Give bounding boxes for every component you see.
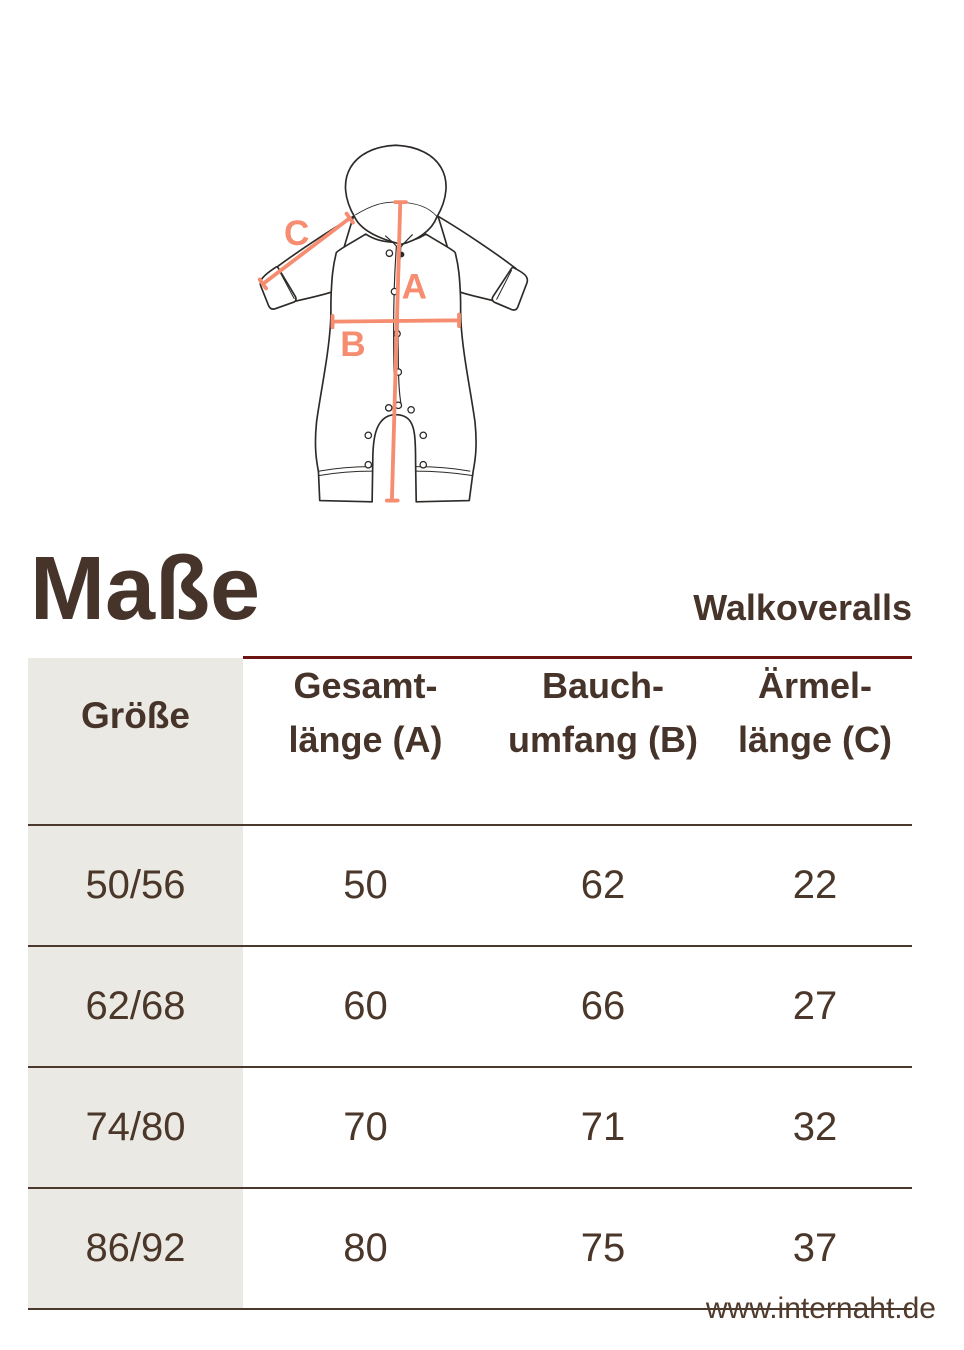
size-cell: 50/56 xyxy=(28,825,243,946)
column-header-gesamtlaenge xyxy=(243,658,488,825)
column-header-label: Ärmel- xyxy=(757,665,873,706)
walkoverall-diagram xyxy=(252,32,698,624)
value-cell-c: 32 xyxy=(718,1067,912,1188)
value-cell-a: 50 xyxy=(243,825,488,946)
value-cell-b: 71 xyxy=(488,1067,718,1188)
website-link[interactable]: www.internaht.de xyxy=(705,1292,936,1325)
value-cell-b: 75 xyxy=(488,1188,718,1309)
label-b: B xyxy=(340,325,366,365)
column-header-label: länge (C) xyxy=(737,719,892,760)
column-header-label: Größe xyxy=(81,694,190,736)
column-header-aermellaenge xyxy=(718,658,912,825)
table-row xyxy=(28,1067,912,1188)
garment-diagram xyxy=(252,32,698,624)
column-header-groesse xyxy=(28,658,243,825)
size-cell: 62/68 xyxy=(28,946,243,1067)
page-title: Maße xyxy=(30,539,261,639)
product-name: Walkoveralls xyxy=(693,587,912,628)
size-cell: 86/92 xyxy=(28,1188,243,1309)
value-cell-a: 70 xyxy=(243,1067,488,1188)
value-cell-c: 22 xyxy=(718,825,912,946)
value-cell-a: 80 xyxy=(243,1188,488,1309)
table-row xyxy=(28,946,912,1067)
column-header-label: Gesamt- xyxy=(293,665,438,706)
value-cell-a: 60 xyxy=(243,946,488,1067)
column-header-label: umfang (B) xyxy=(508,719,698,760)
size-table xyxy=(28,656,912,1310)
size-cell: 74/80 xyxy=(28,1067,243,1188)
column-header-label: länge (A) xyxy=(288,719,443,760)
column-header-label: Bauch- xyxy=(541,665,664,706)
column-header-bauchumfang xyxy=(488,658,718,825)
value-cell-b: 66 xyxy=(488,946,718,1067)
size-table-wrap xyxy=(28,656,912,1310)
value-cell-b: 62 xyxy=(488,825,718,946)
label-a: A xyxy=(401,267,427,307)
label-c: C xyxy=(284,213,310,253)
table-row xyxy=(28,1188,912,1309)
table-row xyxy=(28,825,912,946)
table-header-row xyxy=(28,658,912,825)
value-cell-c: 27 xyxy=(718,946,912,1067)
value-cell-c: 37 xyxy=(718,1188,912,1309)
hood xyxy=(345,145,446,244)
